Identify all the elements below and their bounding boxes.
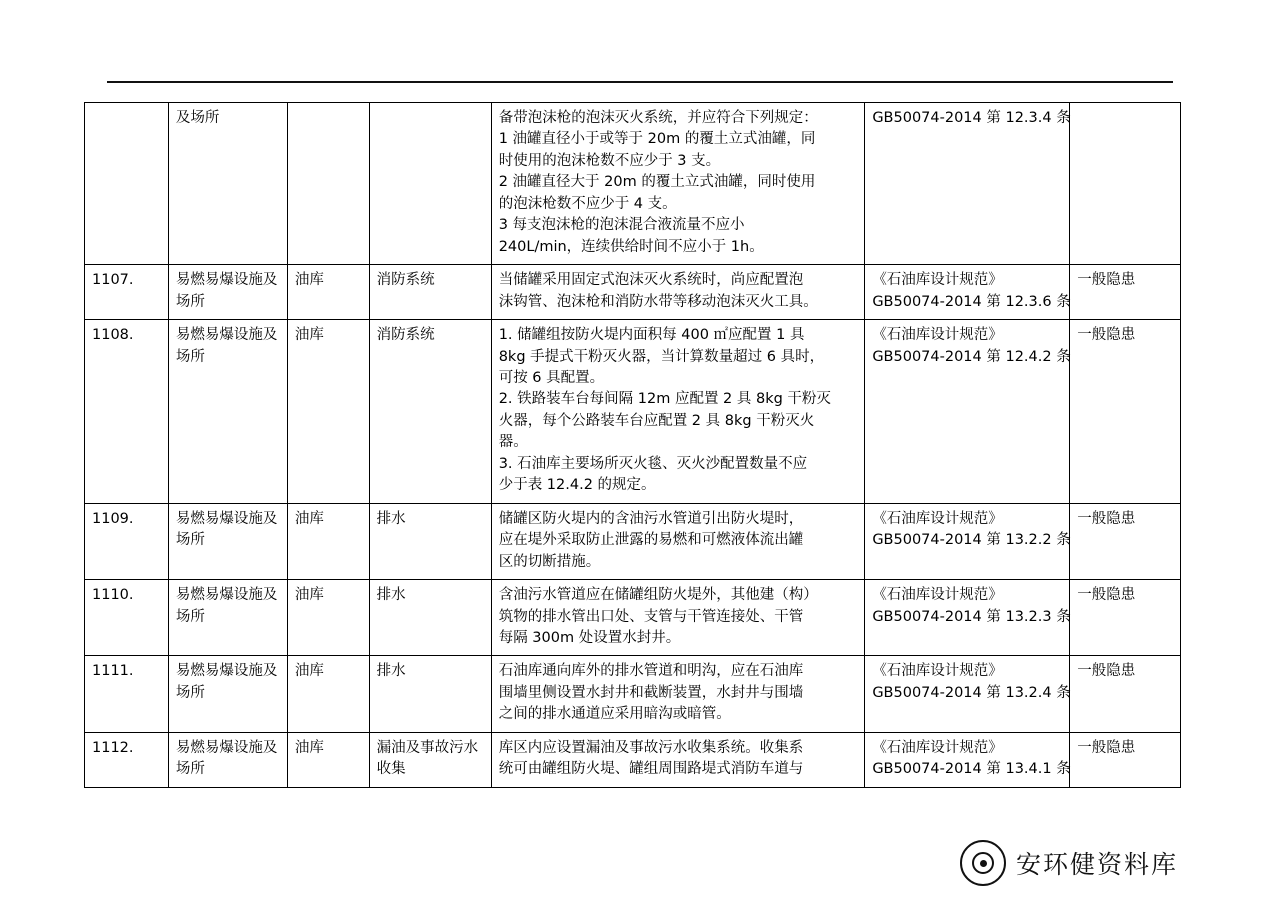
cell-number: 1108. — [85, 320, 169, 504]
footer-brand — [960, 840, 1178, 886]
cell-description: 当储罐采用固定式泡沫灭火系统时，尚应配置泡 沫钩管、泡沫枪和消防水带等移动泡沫灭火工具。 — [491, 265, 865, 320]
cell-category: 易燃易爆设施及场所 — [168, 265, 287, 320]
cell-description: 备带泡沫枪的泡沫灭火系统，并应符合下列规定： 1 油罐直径小于或等于 20m 的覆土立式油罐，同 时使用的泡沫枪数不应少于 3 支。 2 油罐直径大于 20m 的覆土立式油罐，同时使用 的泡沫枪数不应少于 4 支。 3 每支泡沫枪的泡沫混合液流量不应小 240L/min，连续供给时间不应小于 1h。 — [491, 103, 865, 265]
cell-category: 易燃易爆设施及场所 — [168, 580, 287, 656]
cell-level: 一般隐患 — [1070, 265, 1181, 320]
cell-place: 油库 — [287, 503, 369, 579]
cell-description: 库区内应设置漏油及事故污水收集系统。收集系 统可由罐组防火堤、罐组周围路堤式消防车道与 — [491, 732, 865, 787]
table-row — [85, 320, 1181, 504]
cell-number: 1110. — [85, 580, 169, 656]
cell-number — [85, 103, 169, 265]
cell-place — [287, 103, 369, 265]
cell-standard: 《石油库设计规范》 GB50074-2014 第 13.2.2 条 — [865, 503, 1070, 579]
cell-place: 油库 — [287, 656, 369, 732]
cell-standard: 《石油库设计规范》 GB50074-2014 第 12.4.2 条 — [865, 320, 1070, 504]
cell-description: 1. 储罐组按防火堤内面积每 400 ㎡应配置 1 具 8kg 手提式干粉灭火器，当计算数量超过 6 具时， 可按 6 具配置。 2. 铁路装车台每间隔 12m 应配置 2 具 8kg 干粉灭 火器，每个公路装车台应配置 2 具 8kg 干粉灭火 器。 3. 石油库主要场所灭火毯、灭火沙配置数量不应 少于表 12.4.2 的规定。 — [491, 320, 865, 504]
cell-level: 一般隐患 — [1070, 503, 1181, 579]
cell-number: 1112. — [85, 732, 169, 787]
cell-level: 一般隐患 — [1070, 732, 1181, 787]
cell-system: 排水 — [369, 580, 491, 656]
cell-standard: 《石油库设计规范》 GB50074-2014 第 13.2.4 条 — [865, 656, 1070, 732]
cell-place: 油库 — [287, 265, 369, 320]
table-row — [85, 580, 1181, 656]
table-row — [85, 265, 1181, 320]
cell-system: 排水 — [369, 656, 491, 732]
cell-system: 消防系统 — [369, 320, 491, 504]
cell-level: 一般隐患 — [1070, 656, 1181, 732]
cell-place: 油库 — [287, 580, 369, 656]
cell-category: 易燃易爆设施及场所 — [168, 656, 287, 732]
cell-description: 石油库通向库外的排水管道和明沟，应在石油库 围墙里侧设置水封井和截断装置，水封井与围墙 之间的排水通道应采用暗沟或暗管。 — [491, 656, 865, 732]
table-row — [85, 503, 1181, 579]
cell-number: 1111. — [85, 656, 169, 732]
cell-place: 油库 — [287, 732, 369, 787]
hazard-table — [84, 102, 1181, 788]
cell-description: 储罐区防火堤内的含油污水管道引出防火堤时， 应在堤外采取防止泄露的易燃和可燃液体流出罐 区的切断措施。 — [491, 503, 865, 579]
cell-number: 1109. — [85, 503, 169, 579]
cell-number: 1107. — [85, 265, 169, 320]
header-rule — [107, 81, 1173, 83]
cell-level — [1070, 103, 1181, 265]
table-row — [85, 732, 1181, 787]
cell-category: 易燃易爆设施及场所 — [168, 320, 287, 504]
circle-logo-icon — [960, 840, 1006, 886]
cell-level: 一般隐患 — [1070, 320, 1181, 504]
cell-standard: 《石油库设计规范》 GB50074-2014 第 13.2.3 条 — [865, 580, 1070, 656]
cell-category: 及场所 — [168, 103, 287, 265]
cell-category: 易燃易爆设施及场所 — [168, 503, 287, 579]
cell-category: 易燃易爆设施及场所 — [168, 732, 287, 787]
table-row — [85, 656, 1181, 732]
cell-description: 含油污水管道应在储罐组防火堤外，其他建（构） 筑物的排水管出口处、支管与干管连接处、干管 每隔 300m 处设置水封井。 — [491, 580, 865, 656]
cell-standard: 《石油库设计规范》 GB50074-2014 第 13.4.1 条 — [865, 732, 1070, 787]
cell-system — [369, 103, 491, 265]
cell-standard: 《石油库设计规范》 GB50074-2014 第 12.3.6 条 — [865, 265, 1070, 320]
brand-name: 安环健资料库 — [1016, 850, 1179, 879]
cell-level: 一般隐患 — [1070, 580, 1181, 656]
cell-system: 漏油及事故污水收集 — [369, 732, 491, 787]
cell-place: 油库 — [287, 320, 369, 504]
table-row — [85, 103, 1181, 265]
cell-standard: GB50074-2014 第 12.3.4 条 — [865, 103, 1070, 265]
cell-system: 排水 — [369, 503, 491, 579]
cell-system: 消防系统 — [369, 265, 491, 320]
